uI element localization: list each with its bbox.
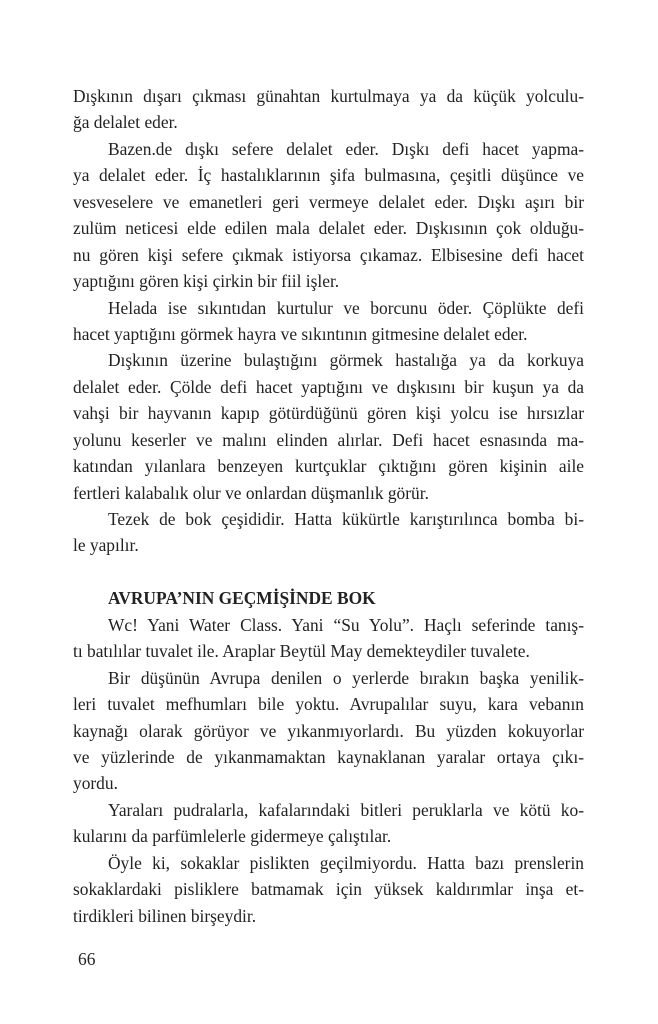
text-line: ve yüzlerinde de yıkanmamaktan kaynaklanan yaralar ortaya çıkı- (73, 746, 584, 767)
text-line: Dışkının üzerine bulaştığını görmek hastalığa ya da korkuya (108, 350, 584, 371)
paragraph (73, 506, 584, 559)
text-line: leri tuvalet mefhumları bile yoktu. Avrupalılar suyu, kara vebanın (73, 694, 584, 715)
paragraph (73, 612, 584, 665)
paragraph (73, 295, 584, 348)
text-line: Bazen.de dışkı sefere delalet eder. Dışkı defi hacet yapma- (108, 138, 584, 159)
text-line: tirdikleri bilinen birşeydir. (73, 905, 257, 926)
text-line: zulüm neticesi elde edilen mala delalet eder. Dışkısının çok olduğu- (73, 218, 584, 239)
paragraph (73, 797, 584, 850)
text-line: hacet yaptığını görmek hayra ve sıkıntının gitmesine delalet eder. (73, 323, 528, 344)
text-line: Wc! Yani Water Class. Yani “Su Yolu”. Haçlı seferinde tanış- (108, 614, 584, 635)
text-line: Dışkının dışarı çıkması günahtan kurtulmaya ya da küçük yolculu- (73, 86, 584, 106)
text-line: yordu. (73, 773, 118, 794)
book-page-body (73, 83, 584, 929)
text-line: tı batılılar tuvalet ile. Araplar Beytül May demekteydiler tuvalete. (73, 641, 530, 662)
text-line: fertleri kalabalık olur ve onlardan düşmanlık görür. (73, 482, 429, 503)
text-line: Helada ise sıkıntıdan kurtulur ve borcunu öder. Çöplükte defi (108, 297, 584, 318)
text-line: katından yılanlara benzeyen kurtçuklar çıktığını gören kişinin aile (73, 456, 584, 477)
text-line: yaptığını gören kişi çirkin bir fiil işler. (73, 271, 340, 292)
text-line: nu gören kişi sefere çıkmak istiyorsa çıkamaz. Elbisesine defi hacet (73, 244, 584, 265)
paragraph (73, 850, 584, 929)
text-line: Tezek de bok çeşididir. Hatta kükürtle karıştırılınca bomba bi- (108, 509, 584, 529)
text-line: vahşi bir hayvanın kapıp götürdüğünü gören kişi yolcu ise hırsızlar (73, 403, 584, 424)
text-line: Öyle ki, sokaklar pislikten geçilmiyordu. Hatta bazı prenslerin (108, 852, 584, 873)
text-line: ğa delalet eder. (73, 112, 178, 133)
section-heading: AVRUPA’NIN GEÇMİŞİNDE BOK (108, 588, 376, 609)
text-line: le yapılır. (73, 535, 139, 556)
text-line: delalet eder. Çölde defi hacet yaptığını ve dışkısını bir kuşun ya da (73, 376, 584, 397)
paragraph (73, 83, 584, 136)
text-line: yolunu keserler ve malını elinden alırlar. Defi hacet esnasında ma- (73, 429, 584, 450)
page-number: 66 (78, 949, 96, 969)
text-line: Bir düşünün Avrupa denilen o yerlerde bırakın başka yenilik- (108, 667, 584, 688)
text-line: vesveselere ve emanetleri geri vermeye delalet eder. Dışkı aşırı bir (73, 191, 584, 212)
text-line: sokaklardaki pisliklere batmamak için yüksek kaldırımlar inşa et- (73, 879, 584, 900)
text-line: ya delalet eder. İç hastalıklarının şifa bulmasına, çeşitli düşünce ve (73, 165, 584, 186)
blank-line (73, 559, 584, 585)
text-line: kularını da parfümlelerle gidermeye çalıştılar. (73, 826, 392, 847)
paragraph (73, 136, 584, 295)
text-line: Yaraları pudralarla, kafalarındaki bitleri peruklarla ve kötü ko- (108, 799, 584, 820)
paragraph (73, 347, 584, 506)
paragraph (73, 665, 584, 797)
text-line: kaynağı olarak görüyor ve yıkanmıyorlardı. Bu yüzden kokuyorlar (73, 720, 584, 741)
